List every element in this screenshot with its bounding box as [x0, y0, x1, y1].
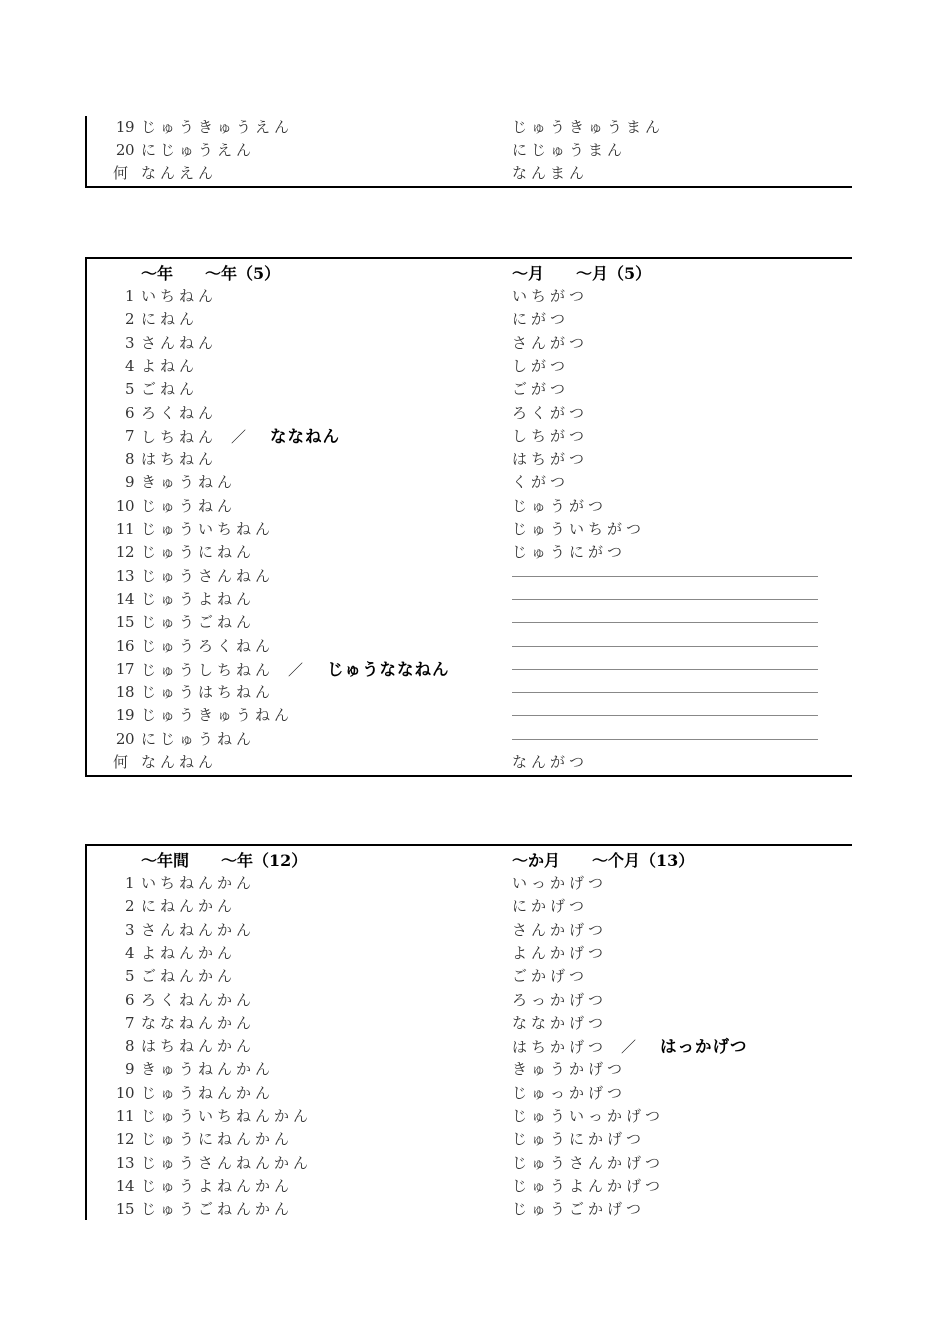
- row-number: 15: [115, 1200, 134, 1219]
- reading-left: [141, 942, 236, 965]
- reading-left: [141, 448, 217, 471]
- reading-left: [141, 1058, 274, 1081]
- reading-left-text: はちねんかん: [141, 1037, 256, 1056]
- header-left-secondary: ～年（5）: [205, 264, 281, 283]
- reading-left-text: じゅうろくねん: [141, 636, 275, 655]
- row-number: 14: [115, 1176, 134, 1195]
- row-number: 12: [115, 543, 134, 562]
- table-row: [87, 1012, 852, 1035]
- reading-left: [141, 728, 255, 751]
- row-number: 13: [115, 566, 134, 585]
- row-number: 14: [115, 589, 134, 608]
- reading-right-text: にかげつ: [512, 897, 589, 916]
- table-row: [87, 704, 852, 727]
- reading-right: [512, 965, 588, 988]
- table-row: [87, 919, 852, 942]
- reading-right-text: じゅうよんかげつ: [512, 1176, 665, 1195]
- reading-left: [141, 518, 274, 541]
- empty-cell-dash: [512, 739, 818, 740]
- reading-left-text: じゅうさんねんかん: [141, 1153, 313, 1172]
- reading-right: [512, 942, 607, 965]
- row-number: 3: [124, 333, 134, 352]
- row-number: 17: [115, 659, 134, 678]
- table-row: [87, 1082, 852, 1105]
- reading-left-text: じゅうごねん: [141, 613, 256, 632]
- reading-right-text: ろくがつ: [512, 403, 589, 422]
- reading-left-text: ろくねんかん: [141, 990, 256, 1009]
- table-row: [87, 285, 852, 308]
- reading-right: [512, 1012, 607, 1035]
- table-row: [87, 402, 852, 425]
- reading-left-text: じゅうはちねん: [141, 683, 275, 702]
- reading-left-text: さんねん: [141, 333, 218, 352]
- empty-cell-dash: [512, 576, 818, 577]
- reading-left: [141, 989, 255, 1012]
- reading-left-text: ろくねん: [141, 403, 218, 422]
- reading-left-text: じゅうごねんかん: [141, 1200, 294, 1219]
- empty-cell-dash: [512, 622, 818, 623]
- reading-left-text: にねん: [141, 310, 199, 329]
- reading-left-text: なんねん: [141, 753, 218, 771]
- reading-right: [512, 751, 588, 774]
- reading-left-text: さんねんかん: [141, 920, 256, 939]
- reading-right: なんまん: [512, 164, 589, 182]
- reading-left: [141, 965, 236, 988]
- reading-right: [512, 1105, 664, 1128]
- reading-left-text: じゅうよねんかん: [141, 1176, 294, 1195]
- separator-slash: ／: [231, 427, 247, 446]
- reading-left-text: じゅういちねん: [141, 520, 275, 538]
- reading-left: [141, 1035, 255, 1058]
- empty-cell-dash: [512, 692, 818, 693]
- reading-right-text: はちがつ: [512, 450, 589, 469]
- reading-left: [141, 872, 255, 895]
- table-row: [87, 965, 852, 988]
- reading-left: なんえん: [141, 164, 218, 182]
- reading-right: [512, 355, 569, 378]
- table-row: [87, 658, 852, 681]
- reading-right: [512, 378, 569, 401]
- alternate-reading: ななねん: [270, 426, 341, 446]
- reading-right-text: ろっかげつ: [512, 990, 608, 1009]
- reading-right-text: いちがつ: [512, 287, 589, 305]
- reading-right: [512, 895, 588, 918]
- reading-left-text: じゅうにねん: [141, 543, 256, 562]
- reading-left: [141, 611, 255, 634]
- row-number: 7: [124, 426, 134, 445]
- table-row: [87, 355, 852, 378]
- counting-table-years-months: [85, 257, 852, 777]
- reading-left-text: じゅうにねんかん: [141, 1130, 294, 1149]
- table-row: [87, 139, 852, 162]
- counting-table-year-month-durations: [85, 844, 852, 1220]
- reading-left: [141, 402, 217, 425]
- reading-left: [141, 1082, 274, 1105]
- reading-right: [512, 1175, 664, 1198]
- header-right: [512, 261, 651, 287]
- row-number: 20: [115, 729, 134, 748]
- counting-table-yen-man: [85, 116, 852, 188]
- row-number: 19: [115, 118, 134, 136]
- row-number: 何: [113, 753, 128, 771]
- reading-left: [141, 285, 217, 308]
- reading-left: じゅうきゅうえん: [141, 118, 294, 136]
- table-row: [87, 1198, 852, 1221]
- reading-right-text: じゅっかげつ: [512, 1083, 627, 1102]
- header-right: [512, 848, 694, 874]
- reading-right: [512, 471, 569, 494]
- row-number: 13: [115, 1153, 134, 1172]
- reading-left: [141, 565, 274, 588]
- reading-left-text: はちねん: [141, 450, 218, 469]
- table-row: [87, 1058, 852, 1081]
- row-number: 2: [124, 310, 134, 329]
- reading-right-text: いっかげつ: [512, 874, 608, 892]
- row-number: 20: [115, 141, 134, 159]
- row-number: 8: [124, 450, 134, 469]
- table-row: [87, 471, 852, 494]
- reading-right-text: よんかげつ: [512, 943, 608, 962]
- reading-left: [141, 681, 274, 704]
- reading-right: [512, 308, 569, 331]
- reading-right-text: さんがつ: [512, 333, 589, 352]
- reading-left-text: じゅうしちねん: [141, 660, 275, 679]
- reading-left: [141, 1175, 293, 1198]
- row-number: 8: [124, 1037, 134, 1056]
- reading-left-text: いちねんかん: [141, 874, 256, 892]
- reading-right: [512, 402, 588, 425]
- reading-left-text: じゅうねんかん: [141, 1083, 275, 1102]
- reading-left: [141, 588, 255, 611]
- row-number: 11: [115, 520, 134, 538]
- reading-right: [512, 332, 588, 355]
- reading-right-text: さんかげつ: [512, 920, 608, 939]
- empty-cell-dash: [512, 669, 818, 670]
- table-row: [87, 942, 852, 965]
- reading-left: [141, 378, 198, 401]
- empty-cell-dash: [512, 646, 818, 647]
- reading-left: [141, 1105, 312, 1128]
- empty-cell-dash: [512, 715, 818, 716]
- reading-right-text: ごかげつ: [512, 967, 589, 986]
- reading-right: [512, 1198, 645, 1221]
- row-number: 11: [115, 1107, 134, 1125]
- header-left: [141, 848, 307, 874]
- reading-left: [141, 704, 293, 727]
- reading-left-text: じゅうさんねん: [141, 566, 275, 585]
- header-left: [141, 261, 280, 287]
- row-number: 4: [124, 943, 134, 962]
- reading-right: [512, 495, 607, 518]
- reading-left: [141, 541, 255, 564]
- reading-left: [141, 751, 217, 774]
- header-right-secondary: ～个月（13）: [592, 851, 695, 870]
- reading-left-text: きゅうねんかん: [141, 1060, 275, 1079]
- table-row: [87, 751, 852, 774]
- reading-right-text: じゅうさんかげつ: [512, 1153, 665, 1172]
- table-row: [87, 541, 852, 564]
- row-number: 9: [124, 1060, 134, 1079]
- reading-right: [512, 448, 588, 471]
- reading-right-text: じゅうにがつ: [512, 543, 627, 562]
- reading-right: [512, 919, 607, 942]
- reading-right: にじゅうまん: [512, 141, 627, 159]
- reading-left-text: ごねん: [141, 380, 199, 399]
- table-row: [87, 162, 852, 185]
- reading-left-text: じゅうねん: [141, 496, 237, 515]
- header-left-primary: ～年間: [141, 851, 190, 870]
- row-number: 10: [115, 1083, 134, 1102]
- table-row: [87, 681, 852, 704]
- table-row: [87, 518, 852, 541]
- reading-right-text: じゅういっかげつ: [512, 1107, 665, 1125]
- header-left-secondary: ～年（12）: [221, 851, 308, 870]
- reading-right-text: しがつ: [512, 356, 570, 375]
- reading-right-text: なんがつ: [512, 753, 589, 771]
- row-number: 1: [124, 287, 134, 305]
- reading-right-text: しちがつ: [512, 426, 589, 445]
- row-number: 3: [124, 920, 134, 939]
- reading-left: [141, 425, 340, 449]
- table-row: [87, 448, 852, 471]
- reading-right: [512, 1128, 645, 1151]
- reading-left-text: じゅうきゅうねん: [141, 706, 294, 725]
- row-number: 9: [124, 473, 134, 492]
- table-row: [87, 895, 852, 918]
- row-number: 何: [113, 164, 128, 182]
- row-number: 5: [124, 380, 134, 399]
- alternate-reading: じゅうななねん: [327, 659, 450, 679]
- row-number: 4: [124, 356, 134, 375]
- reading-left-text: よねんかん: [141, 943, 237, 962]
- reading-left-text: きゅうねん: [141, 473, 237, 492]
- table-row: [87, 872, 852, 895]
- table-row: [87, 1152, 852, 1175]
- reading-left: [141, 635, 274, 658]
- row-number: 12: [115, 1130, 134, 1149]
- reading-left-text: じゅうよねん: [141, 589, 256, 608]
- reading-right-text: にがつ: [512, 310, 570, 329]
- table-row: [87, 1035, 852, 1058]
- reading-left: にじゅうえん: [141, 141, 256, 159]
- reading-left: [141, 919, 255, 942]
- table-row: [87, 611, 852, 634]
- reading-right-text: ななかげつ: [512, 1013, 608, 1032]
- reading-right: [512, 872, 607, 895]
- row-number: 6: [124, 403, 134, 422]
- reading-left: [141, 332, 217, 355]
- alternate-reading: はっかげつ: [660, 1037, 748, 1057]
- reading-right-text: じゅうごかげつ: [512, 1200, 646, 1219]
- table-row: [87, 116, 852, 139]
- empty-cell-dash: [512, 599, 818, 600]
- reading-right: [512, 1082, 626, 1105]
- row-number: 7: [124, 1013, 134, 1032]
- table-row: [87, 332, 852, 355]
- reading-left: [141, 1128, 293, 1151]
- reading-right: [512, 425, 588, 448]
- table-row: [87, 378, 852, 401]
- header-left-primary: ～年: [141, 264, 174, 283]
- row-number: 5: [124, 967, 134, 986]
- separator-slash: ／: [288, 660, 304, 679]
- reading-right: [512, 1152, 664, 1175]
- row-number: 16: [115, 636, 134, 655]
- reading-left: [141, 1012, 255, 1035]
- reading-right-text: くがつ: [512, 473, 570, 492]
- reading-right: [512, 541, 626, 564]
- reading-left: [141, 895, 236, 918]
- reading-right: [512, 1058, 626, 1081]
- reading-right-text: じゅうがつ: [512, 496, 608, 515]
- reading-left: [141, 495, 236, 518]
- table-row: [87, 728, 852, 751]
- reading-left: [141, 658, 450, 682]
- reading-right: [512, 989, 607, 1012]
- header-right-secondary: ～月（5）: [576, 264, 652, 283]
- table-row: [87, 425, 852, 448]
- table-row: [87, 1175, 852, 1198]
- reading-left: [141, 308, 198, 331]
- row-number: 6: [124, 990, 134, 1009]
- reading-left-text: ななねんかん: [141, 1013, 256, 1032]
- reading-right-text: ごがつ: [512, 380, 570, 399]
- header-right-primary: ～月: [512, 264, 545, 283]
- table-row: [87, 495, 852, 518]
- reading-left-text: よねん: [141, 356, 199, 375]
- row-number: 15: [115, 613, 134, 632]
- reading-right: [512, 285, 588, 308]
- reading-right-text: はちかげつ: [512, 1038, 608, 1057]
- reading-left: [141, 1152, 312, 1175]
- row-number: 2: [124, 897, 134, 916]
- reading-left-text: にじゅうねん: [141, 729, 256, 748]
- table-row: [87, 565, 852, 588]
- table-row: [87, 989, 852, 1012]
- reading-left-text: じゅういちねんかん: [141, 1107, 313, 1125]
- row-number: 10: [115, 496, 134, 515]
- table-row: [87, 1105, 852, 1128]
- reading-left: [141, 1198, 293, 1221]
- reading-left: [141, 471, 236, 494]
- table-row: [87, 588, 852, 611]
- reading-right-text: じゅういちがつ: [512, 520, 646, 538]
- table-row: [87, 635, 852, 658]
- reading-right: じゅうきゅうまん: [512, 118, 665, 136]
- reading-left-text: しちねん: [141, 427, 218, 446]
- reading-right-text: じゅうにかげつ: [512, 1130, 646, 1149]
- reading-right: [512, 518, 645, 541]
- separator-slash: ／: [621, 1038, 637, 1057]
- row-number: 18: [115, 683, 134, 702]
- reading-right-text: きゅうかげつ: [512, 1060, 627, 1079]
- row-number: 1: [124, 874, 134, 892]
- table-row: [87, 308, 852, 331]
- row-number: 19: [115, 706, 134, 725]
- reading-left-text: ごねんかん: [141, 967, 237, 986]
- reading-left: [141, 355, 198, 378]
- header-right-primary: ～か月: [512, 851, 561, 870]
- table-row: [87, 1128, 852, 1151]
- reading-right: [512, 1035, 748, 1059]
- reading-left-text: にねんかん: [141, 897, 237, 916]
- reading-left-text: いちねん: [141, 287, 218, 305]
